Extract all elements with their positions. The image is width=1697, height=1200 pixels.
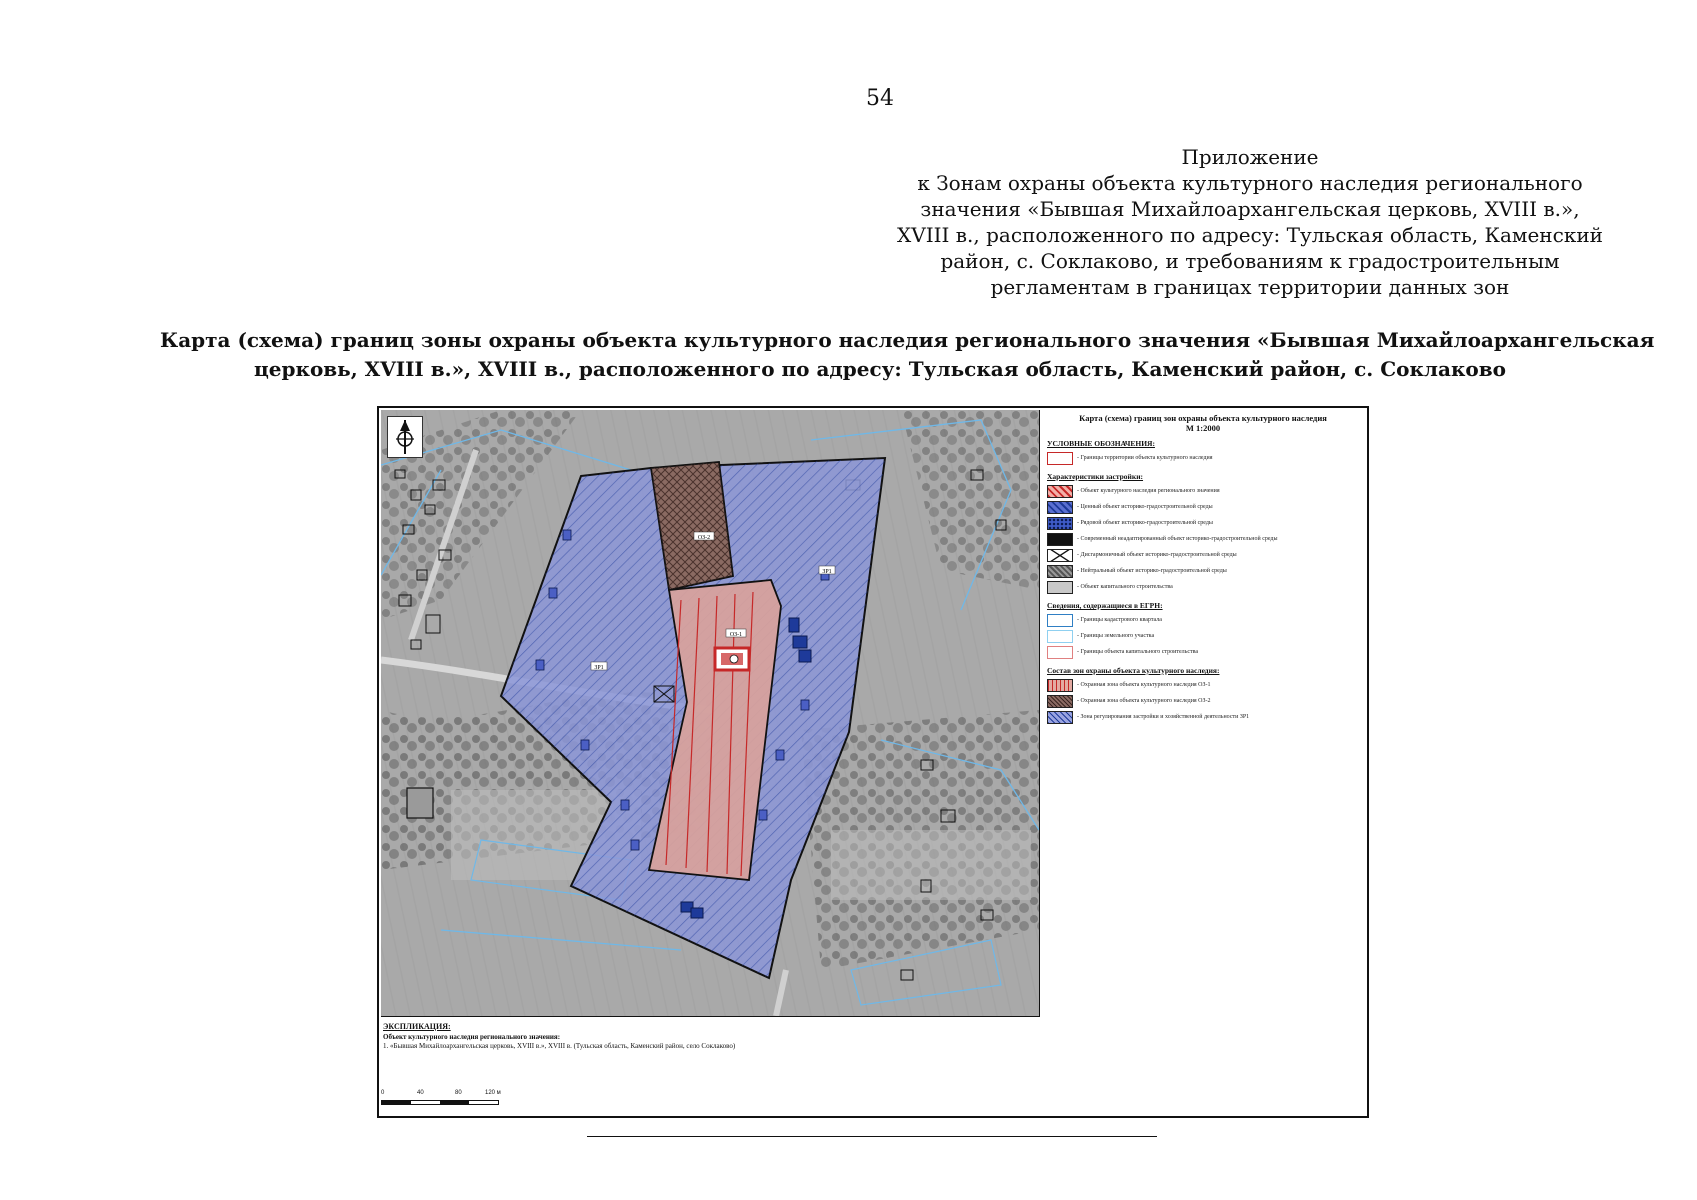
title-line-1: Карта (схема) границ зоны охраны объекта культурного наследия регионального значения «Бывшая Михайлоархангельская — [160, 328, 1655, 352]
legend-label: - Границы территории объекта культурного наследия — [1077, 455, 1213, 461]
legend-scale: М 1:2000 — [1185, 423, 1221, 433]
legend-label: - Границы земельного участка — [1077, 633, 1155, 639]
legend-swatch — [1047, 485, 1073, 498]
legend-item — [1047, 579, 1363, 595]
title-line-2: церковь, XVIII в.», XVIII в., расположенного по адресу: Тульская область, Каменский район, с. Соклаково — [254, 357, 1506, 381]
legend-item — [1047, 515, 1363, 531]
legend-swatch — [1047, 549, 1073, 562]
legend-item — [1047, 644, 1363, 660]
zr1-label-east: ЗР1 — [822, 569, 832, 575]
legend-item — [1047, 483, 1363, 499]
legend-label: - Зона регулирования застройки и хозяйственной деятельности ЗР1 — [1077, 714, 1250, 720]
map-legend — [1043, 410, 1363, 720]
north-arrow-icon — [388, 417, 422, 457]
legend-item — [1047, 709, 1363, 725]
appendix-caption — [880, 144, 1620, 300]
legend-title-line: Карта (схема) границ зон охраны объекта культурного наследия — [1079, 413, 1327, 423]
legend-item — [1047, 563, 1363, 579]
legend-label: - Охранная зона объекта культурного наследия ОЗ-2 — [1077, 698, 1211, 704]
legend-swatch — [1047, 711, 1073, 724]
legend-label: - Ценный объект историко-градостроительной среды — [1077, 504, 1213, 510]
legend-item — [1047, 499, 1363, 515]
explication-subtitle: Объект культурного наследия регионального значения: — [383, 1033, 561, 1041]
legend-swatch — [1047, 517, 1073, 530]
legend-heading-characteristics: Характеристики застройки: — [1047, 472, 1144, 481]
scale-label: 40 — [417, 1090, 424, 1096]
legend-item — [1047, 628, 1363, 644]
appendix-line: регламентам в границах территории данных зон — [990, 275, 1510, 299]
explication-item: 1. «Бывшая Михайлоархангельская церковь, XVIII в.», XVIII в. (Тульская область, Каменский район, село Соклаково) — [383, 1042, 736, 1050]
legend-label: - Границы кадастрового квартала — [1077, 617, 1162, 623]
legend-item — [1047, 677, 1363, 693]
north-arrow — [387, 416, 423, 458]
document-title — [160, 326, 1655, 384]
appendix-line: к Зонам охраны объекта культурного наследия регионального — [917, 171, 1583, 195]
legend-item — [1047, 693, 1363, 709]
legend-swatch — [1047, 581, 1073, 594]
legend-label: - Рядовой объект историко-градостроительной среды — [1077, 520, 1213, 526]
appendix-line: район, с. Соклаково, и требованиям к градостроительным — [940, 249, 1560, 273]
legend-swatch — [1047, 614, 1073, 627]
legend-swatch — [1047, 630, 1073, 643]
legend-label: - Объект капитального строительства — [1077, 584, 1173, 590]
appendix-line: значения «Бывшая Михайлоархангельская церковь, XVIII в.», — [920, 197, 1580, 221]
legend-swatch — [1047, 695, 1073, 708]
footer-divider — [587, 1136, 1157, 1137]
legend-item-boundary — [1047, 450, 1363, 466]
legend-item — [1047, 531, 1363, 547]
satellite-map — [381, 410, 1039, 1016]
legend-title — [1043, 413, 1363, 433]
oz1-label: ОЗ-1 — [729, 632, 743, 638]
legend-item — [1047, 612, 1363, 628]
legend-label: - Объект культурного наследия регионального значения — [1077, 488, 1220, 494]
appendix-line: Приложение — [1181, 145, 1319, 169]
legend-heading-zones: Состав зон охраны объекта культурного наследия: — [1047, 666, 1220, 675]
legend-swatch — [1047, 646, 1073, 659]
explication — [383, 1022, 735, 1050]
legend-label: - Границы объекта капитального строительства — [1077, 649, 1199, 655]
legend-swatch — [1047, 533, 1073, 546]
legend-label: - Дисгармоничный объект историко-градостроительной среды — [1077, 552, 1237, 558]
zr1-label-west: ЗР1 — [594, 665, 604, 671]
legend-item — [1047, 547, 1363, 563]
page-number: 54 — [866, 86, 894, 111]
map-frame — [377, 406, 1369, 1118]
legend-swatch — [1047, 452, 1073, 465]
scale-bar — [381, 1090, 501, 1110]
legend-heading-egrn: Сведения, содержащиеся в ЕГРН: — [1047, 601, 1163, 610]
legend-label: - Охранная зона объекта культурного наследия ОЗ-1 — [1077, 682, 1211, 688]
oz2-label: ОЗ-2 — [697, 535, 711, 541]
legend-swatch — [1047, 501, 1073, 514]
scale-label: 120 м — [485, 1090, 501, 1096]
scale-label: 80 — [455, 1090, 462, 1096]
legend-swatch — [1047, 679, 1073, 692]
explication-title: ЭКСПЛИКАЦИЯ: — [383, 1022, 451, 1031]
scale-bar-graphic — [381, 1100, 499, 1105]
appendix-line: XVIII в., расположенного по адресу: Тульская область, Каменский — [897, 223, 1603, 247]
legend-swatch — [1047, 565, 1073, 578]
map-area — [381, 410, 1040, 1017]
scale-label: 0 — [381, 1090, 385, 1096]
legend-label: - Современный неадаптированный объект историко-градостроительной среды — [1077, 536, 1278, 542]
legend-heading-symbols: УСЛОВНЫЕ ОБОЗНАЧЕНИЯ: — [1047, 439, 1155, 448]
legend-label: - Нейтральный объект историко-градостроительной среды — [1077, 568, 1227, 574]
